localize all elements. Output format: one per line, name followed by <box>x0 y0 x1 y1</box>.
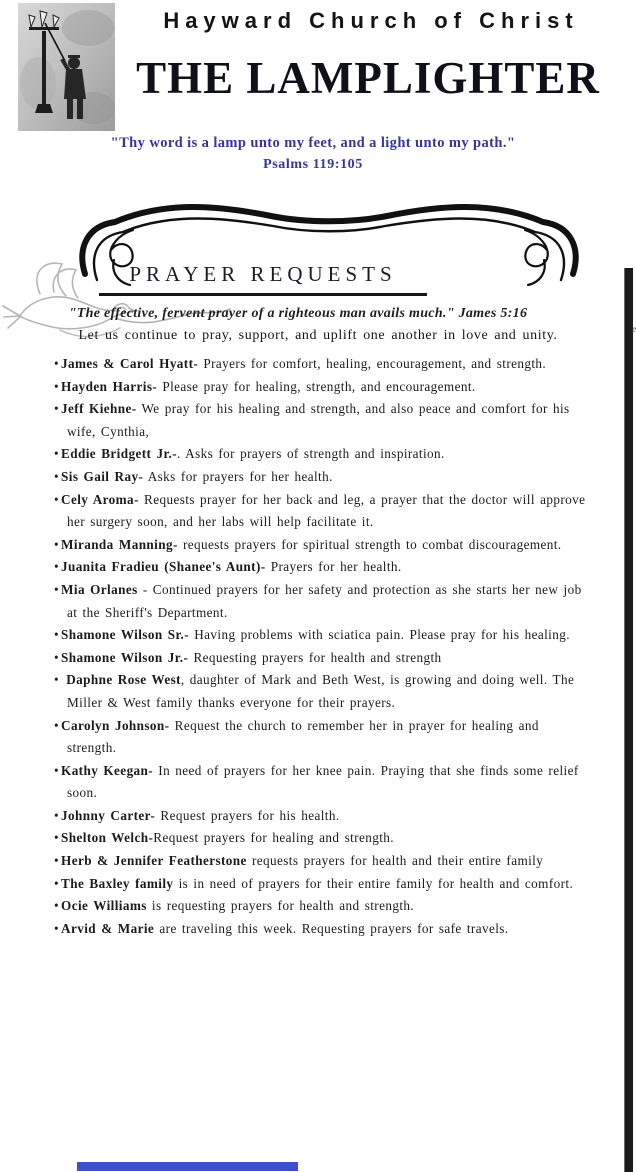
prayer-requests-heading: PRAYER REQUESTS <box>99 262 427 296</box>
request-text: requests prayers for health and their entire family <box>246 853 544 869</box>
request-name: Cely Aroma- <box>61 491 139 507</box>
request-name: Carolyn Johnson- <box>61 717 170 733</box>
request-name: Shelton Welch- <box>61 830 154 846</box>
request-name: Shamone Wilson Jr.- <box>61 649 189 665</box>
bullet-icon: • <box>54 853 60 869</box>
prayer-request-item <box>54 353 592 376</box>
request-text: are traveling this week. Requesting prayers for safe travels. <box>154 920 509 936</box>
request-name: Eddie Bridgett Jr.- <box>61 446 178 462</box>
prayer-request-item <box>54 895 592 918</box>
bullet-icon: • <box>54 581 60 597</box>
bullet-icon: • <box>54 627 60 643</box>
prayer-request-item <box>54 534 592 557</box>
prayer-request-item <box>54 918 592 941</box>
prayer-request-item <box>54 376 592 399</box>
bullet-icon: • <box>54 717 60 733</box>
request-name: The Baxley family <box>61 875 174 891</box>
request-text: , daughter of Mark and Beth West, is growing and doing well. The Miller & West family thanks everyone for their prayers. <box>67 672 575 710</box>
prayer-request-item <box>54 805 592 828</box>
request-text: Asks for prayers for her health. <box>143 468 333 484</box>
scripture-reference: Psalms 119:105 <box>263 157 363 172</box>
prayer-request-item <box>54 556 592 579</box>
request-text: . Asks for prayers of strength and inspiration. <box>177 446 445 462</box>
request-text: In need of prayers for her knee pain. Praying that she finds some relief soon. <box>67 762 579 801</box>
request-text: - Continued prayers for her safety and protection as she starts her new job at the Sheriff's Department. <box>67 581 582 620</box>
request-name: Shamone Wilson Sr.- <box>61 627 190 643</box>
request-text: Request prayers for his health. <box>155 807 340 823</box>
request-name: Sis Gail Ray- <box>61 468 144 484</box>
request-name: Hayden Harris- <box>61 378 158 394</box>
bullet-icon: • <box>54 401 60 417</box>
prayer-request-item <box>54 579 592 624</box>
bullet-icon: • <box>54 356 60 371</box>
request-name: Jeff Kiehne- <box>61 401 137 417</box>
prayer-request-item <box>54 624 592 647</box>
prayer-request-list <box>54 353 592 940</box>
request-text: is in need of prayers for their entire family for health and comfort. <box>173 875 574 891</box>
newsletter-title: THE LAMPLIGHTER <box>136 53 600 103</box>
request-name: Kathy Keegan- <box>61 762 154 778</box>
bullet-icon: • <box>54 920 60 936</box>
request-text: Prayers for comfort, healing, encouragement, and strength. <box>198 356 547 371</box>
bullet-icon: • <box>54 672 60 688</box>
prayer-request-item <box>54 850 592 873</box>
church-name: Hayward Church of Christ <box>163 8 579 33</box>
request-text: Having problems with sciatica pain. Please pray for his healing. <box>189 627 570 643</box>
request-name: Arvid & Marie <box>61 920 155 936</box>
request-name: James & Carol Hyatt- <box>61 356 199 371</box>
prayer-request-item <box>54 827 592 850</box>
request-name: Juanita Fradieu (Shanee's Aunt)- <box>61 559 266 575</box>
request-text: Requests prayer for her back and leg, a prayer that the doctor will approve her surgery soon, and her labs will help facilitate it. <box>67 491 586 530</box>
request-name: Daphne Rose West <box>61 672 181 688</box>
bullet-icon: • <box>54 559 60 575</box>
request-text: Prayers for her health. <box>265 559 402 575</box>
request-name: Ocie Williams <box>61 898 147 914</box>
request-text: Requesting prayers for health and strength <box>188 649 442 665</box>
bullet-icon: • <box>54 378 60 394</box>
bullet-icon: • <box>54 898 60 914</box>
request-name: Herb & Jennifer Featherstone <box>61 853 247 869</box>
bullet-icon: • <box>54 875 60 891</box>
request-text: Please pray for healing, strength, and encouragement. <box>157 378 476 394</box>
bullet-icon: • <box>54 491 60 507</box>
page-edge-text-fragment: e <box>632 324 636 334</box>
request-name: Miranda Manning- <box>61 536 178 552</box>
bullet-icon: • <box>54 807 60 823</box>
request-name: Johnny Carter- <box>61 807 156 823</box>
bullet-icon: • <box>54 762 60 778</box>
request-name: Mia Orlanes <box>61 581 138 597</box>
prayer-request-item <box>54 443 592 466</box>
request-text: requests prayers for spiritual strength to combat discouragement. <box>177 536 562 552</box>
prayer-quote: "The effective, fervent prayer of a righteous man avails much." James 5:16 <box>68 306 528 321</box>
request-text: Request prayers for healing and strength. <box>153 830 394 846</box>
request-text: Request the church to remember her in prayer for healing and strength. <box>67 717 539 756</box>
bullet-icon: • <box>54 830 60 846</box>
prayer-request-item <box>54 760 592 805</box>
prayer-request-item <box>54 873 592 896</box>
prayer-request-item <box>54 489 592 534</box>
scripture-verse: "Thy word is a lamp unto my feet, and a light unto my path." <box>110 135 516 151</box>
bullet-icon: • <box>54 468 60 484</box>
bullet-icon: • <box>54 649 60 665</box>
prayer-request-item <box>54 715 592 760</box>
bullet-icon: • <box>54 536 60 552</box>
request-text: is requesting prayers for health and strength. <box>146 898 415 914</box>
prayer-request-item <box>54 647 592 670</box>
prayer-intro: Let us continue to pray, support, and uplift one another in love and unity. <box>78 328 558 343</box>
prayer-request-item <box>54 466 592 489</box>
adjacent-page-edge-bar <box>624 268 633 1172</box>
prayer-request-item <box>54 398 592 443</box>
request-text: We pray for his healing and strength, and also peace and comfort for his wife, Cynthia, <box>67 401 570 439</box>
bullet-icon: • <box>54 446 60 462</box>
bottom-blue-bar <box>77 1162 298 1171</box>
prayer-request-item <box>54 669 592 714</box>
